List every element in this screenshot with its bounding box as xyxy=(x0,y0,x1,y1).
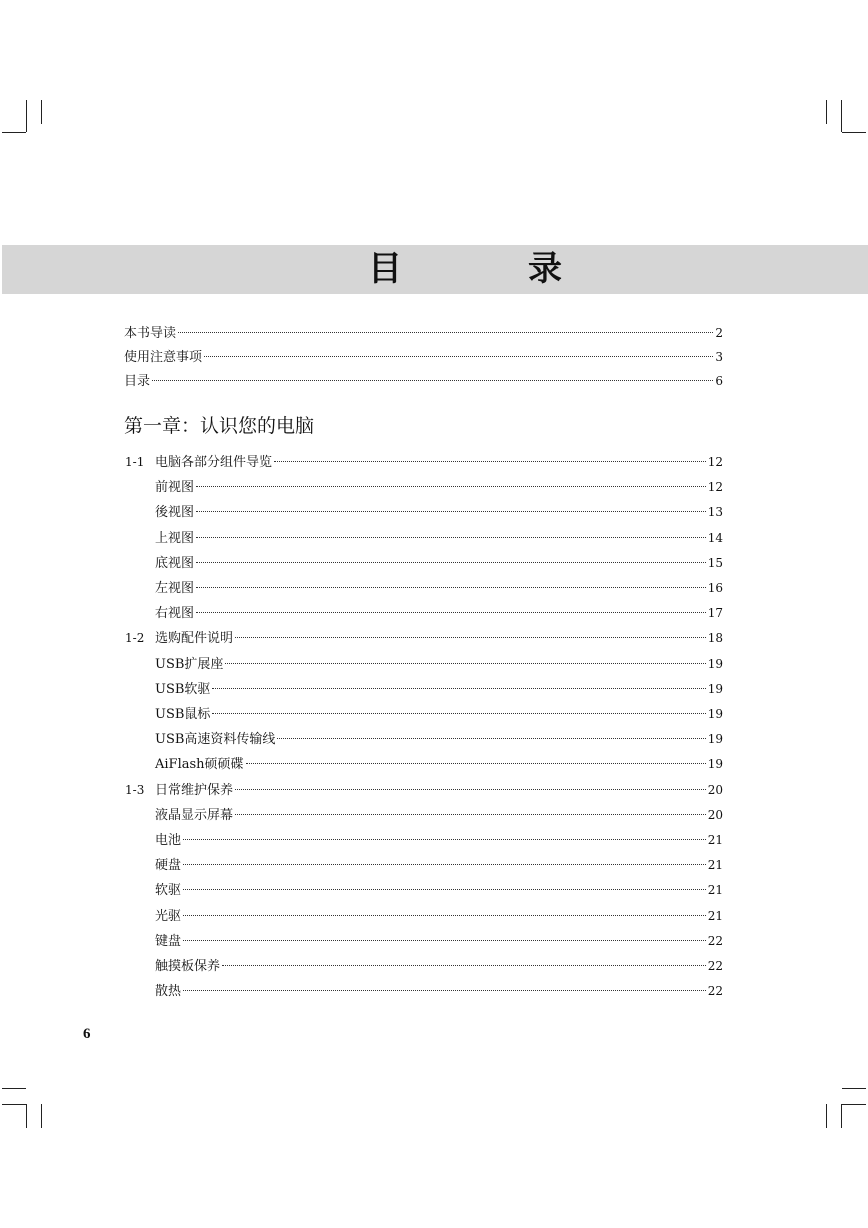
toc-entry-page: 21 xyxy=(707,883,723,898)
section-number: 1-1 xyxy=(125,455,145,469)
toc-entry[interactable] xyxy=(155,855,723,875)
toc-entry[interactable] xyxy=(155,830,723,850)
toc-entry-page: 3 xyxy=(715,350,723,364)
toc-entry-label: 前视图 xyxy=(155,480,195,496)
toc-entry-page: 17 xyxy=(707,606,723,621)
toc-entry-label: 左视图 xyxy=(155,581,195,596)
toc-entry-label: USB软驱 xyxy=(155,681,211,697)
dot-leader xyxy=(196,537,706,538)
dot-leader xyxy=(183,864,706,865)
toc-entry-page: 15 xyxy=(707,555,723,570)
toc-entry-label: 软驱 xyxy=(155,883,182,899)
toc-entry-page: 19 xyxy=(707,681,723,696)
toc-entry-label: USB高速资料传输线 xyxy=(155,732,276,748)
toc-entry[interactable] xyxy=(155,528,723,548)
dot-leader xyxy=(274,461,706,462)
dot-leader xyxy=(183,915,706,916)
dot-leader xyxy=(222,965,706,966)
toc-entry-page: 19 xyxy=(707,757,723,772)
toc-entry[interactable] xyxy=(124,371,723,391)
toc-entry-label: 日常维护保养 xyxy=(155,782,234,798)
toc-entry-label: 光驱 xyxy=(155,908,182,924)
dot-leader xyxy=(277,738,705,739)
toc-entry[interactable] xyxy=(125,628,723,648)
toc-entry-page: 12 xyxy=(707,480,723,495)
dot-leader xyxy=(196,511,706,512)
toc-entry-page: 21 xyxy=(707,833,723,847)
toc-entry-label: 目录 xyxy=(124,374,151,389)
dot-leader xyxy=(246,763,706,764)
toc-entry-label: AiFlash硕硕碟 xyxy=(155,757,244,773)
toc-entry-label: 选购配件说明 xyxy=(155,631,234,647)
toc-entry-label: 键盘 xyxy=(155,933,182,949)
dot-leader xyxy=(235,814,706,815)
dot-leader xyxy=(212,713,705,714)
toc-entry[interactable] xyxy=(155,704,723,724)
dot-leader xyxy=(178,332,713,333)
dot-leader xyxy=(196,562,706,563)
toc-entry-label: 触摸板保养 xyxy=(155,959,221,974)
toc-entry[interactable] xyxy=(155,578,723,598)
toc-entry[interactable] xyxy=(155,553,723,573)
toc-entry[interactable] xyxy=(125,780,723,800)
toc-entry[interactable] xyxy=(155,906,723,926)
toc-entry-page: 18 xyxy=(707,631,723,646)
page-title: 目 录 xyxy=(368,249,608,289)
toc-entry-label: 本书导读 xyxy=(124,326,177,341)
toc-entry[interactable] xyxy=(124,323,723,343)
title-bar xyxy=(2,245,868,294)
page-number: 6 xyxy=(83,1026,91,1042)
toc-entry-page: 20 xyxy=(707,782,723,797)
dot-leader xyxy=(212,688,705,689)
toc-entry-page: 22 xyxy=(707,959,723,973)
dot-leader xyxy=(196,587,706,588)
toc-entry-label: 後视图 xyxy=(155,505,195,521)
dot-leader xyxy=(152,380,713,381)
section-number: 1-3 xyxy=(125,782,145,797)
toc-entry-page: 2 xyxy=(715,326,723,340)
toc-entry[interactable] xyxy=(155,654,723,674)
toc-entry-label: 上视图 xyxy=(155,530,195,546)
toc-entry-page: 21 xyxy=(707,858,723,873)
toc-entry-label: USB扩展座 xyxy=(155,656,224,672)
toc-entry-label: 右视图 xyxy=(155,606,195,622)
toc-entry-page: 20 xyxy=(707,807,723,822)
toc-entry-label: 电池 xyxy=(155,833,182,848)
toc-entry[interactable] xyxy=(155,880,723,900)
dot-leader xyxy=(196,486,706,487)
toc-entry-label: 硬盘 xyxy=(155,858,182,874)
dot-leader xyxy=(183,990,706,991)
toc-entry[interactable] xyxy=(155,477,723,497)
toc-entry-label: USB鼠标 xyxy=(155,707,211,722)
dot-leader xyxy=(183,839,706,840)
toc-entry-page: 19 xyxy=(707,656,723,671)
toc-entry[interactable] xyxy=(155,729,723,749)
toc-entry-page: 19 xyxy=(707,707,723,721)
toc-entry[interactable] xyxy=(155,805,723,825)
toc-entry[interactable] xyxy=(155,956,723,976)
dot-leader xyxy=(183,889,706,890)
toc-entry[interactable] xyxy=(155,981,723,1001)
toc-entry-page: 19 xyxy=(707,732,723,747)
toc-entry[interactable] xyxy=(155,679,723,699)
toc-entry-page: 22 xyxy=(707,984,723,999)
toc-entry[interactable] xyxy=(155,754,723,774)
toc-entry-label: 使用注意事项 xyxy=(124,350,203,365)
toc-entry-page: 12 xyxy=(707,455,723,469)
toc-entry[interactable] xyxy=(155,931,723,951)
toc-entry[interactable] xyxy=(124,347,723,367)
section-number: 1-2 xyxy=(125,631,145,646)
chapter-heading: 第一章：认识您的电脑 xyxy=(124,415,315,437)
toc-entry-label: 液晶显示屏幕 xyxy=(155,807,234,823)
toc-entry-page: 6 xyxy=(715,374,723,388)
dot-leader xyxy=(235,789,706,790)
toc-entry-label: 底视图 xyxy=(155,555,195,571)
toc-entry-page: 14 xyxy=(707,530,723,545)
dot-leader xyxy=(225,663,705,664)
toc-entry[interactable] xyxy=(125,452,723,472)
toc-entry-page: 13 xyxy=(707,505,723,520)
dot-leader xyxy=(235,637,706,638)
toc-entry-label: 散热 xyxy=(155,984,182,1000)
toc-entry-page: 22 xyxy=(707,933,723,948)
toc-entry[interactable] xyxy=(155,603,723,623)
dot-leader xyxy=(196,612,706,613)
toc-entry-label: 电脑各部分组件导览 xyxy=(155,455,273,470)
toc-entry-page: 21 xyxy=(707,908,723,923)
dot-leader xyxy=(183,940,706,941)
toc-entry[interactable] xyxy=(155,502,723,522)
dot-leader xyxy=(204,356,713,357)
toc-entry-page: 16 xyxy=(707,581,723,595)
